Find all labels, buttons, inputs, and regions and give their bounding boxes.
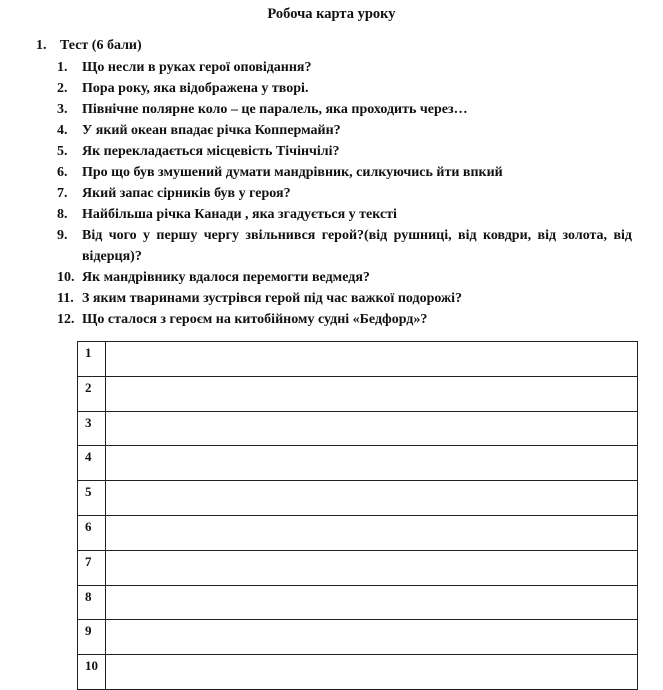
page-title: Робоча карта уроку — [267, 6, 396, 22]
question-text: Північне полярне коло – це паралель, яка проходить через… — [82, 102, 468, 117]
question-item — [57, 99, 632, 120]
row-number: 7 — [78, 550, 106, 585]
table-row — [78, 550, 638, 585]
table-row — [78, 620, 638, 655]
answer-cell[interactable] — [106, 342, 638, 377]
row-number: 8 — [78, 585, 106, 620]
question-number: 8. — [57, 207, 68, 222]
answer-cell[interactable] — [106, 620, 638, 655]
question-item — [57, 204, 632, 225]
section-heading — [36, 36, 142, 56]
table-row — [78, 515, 638, 550]
table-row — [78, 655, 638, 690]
question-text: З яким тваринами зустрівся герой під час важкої подорожі? — [82, 291, 463, 306]
table-row — [78, 411, 638, 446]
question-text: Що сталося з героєм на китобійному судні «Бедфорд»? — [82, 312, 428, 327]
question-number: 3. — [57, 102, 68, 117]
answer-cell[interactable] — [106, 376, 638, 411]
question-item — [57, 120, 632, 141]
table-row — [78, 481, 638, 516]
question-number: 9. — [57, 228, 68, 243]
question-number: 10. — [57, 270, 75, 285]
question-text: Пора року, яка відображена у творі. — [82, 81, 309, 96]
question-item — [57, 141, 632, 162]
question-number: 6. — [57, 165, 68, 180]
answer-cell[interactable] — [106, 481, 638, 516]
answer-table — [77, 341, 638, 690]
row-number: 1 — [78, 342, 106, 377]
row-number: 5 — [78, 481, 106, 516]
question-item — [57, 288, 632, 309]
row-number: 4 — [78, 446, 106, 481]
question-text: Який запас сірників був у героя? — [82, 186, 291, 201]
section-title: Тест (6 бали) — [60, 38, 142, 53]
answer-cell[interactable] — [106, 550, 638, 585]
table-row — [78, 446, 638, 481]
question-item — [57, 183, 632, 204]
question-text: Як мандрівнику вдалося перемогти ведмедя? — [82, 270, 370, 285]
question-number: 2. — [57, 81, 68, 96]
section-number: 1. — [36, 38, 47, 53]
question-item — [57, 78, 632, 99]
answer-cell[interactable] — [106, 446, 638, 481]
question-text: Від чого у першу чергу звільнився герой?(від рушниці, від ковдри, від золота, від відерця)? — [82, 228, 632, 264]
table-row — [78, 585, 638, 620]
question-item — [57, 267, 632, 288]
question-text: Що несли в руках герої оповідання? — [82, 60, 312, 75]
question-text: У який океан впадає річка Коппермайн? — [82, 123, 341, 138]
question-number: 5. — [57, 144, 68, 159]
row-number: 9 — [78, 620, 106, 655]
question-item — [57, 57, 632, 78]
question-number: 4. — [57, 123, 68, 138]
answer-cell[interactable] — [106, 655, 638, 690]
answer-cell[interactable] — [106, 515, 638, 550]
question-text: Як перекладається місцевість Тічінчілі? — [82, 144, 340, 159]
question-text: Про що був змушений думати мандрівник, силкуючись йти впкий — [82, 165, 503, 180]
question-item — [57, 225, 632, 267]
row-number: 6 — [78, 515, 106, 550]
table-row — [78, 342, 638, 377]
question-number: 11. — [57, 291, 74, 306]
question-text: Найбільша річка Канади , яка згадується у тексті — [82, 207, 397, 222]
question-item — [57, 162, 632, 183]
answer-cell[interactable] — [106, 411, 638, 446]
question-number: 12. — [57, 312, 75, 327]
row-number: 3 — [78, 411, 106, 446]
table-row — [78, 376, 638, 411]
row-number: 10 — [78, 655, 106, 690]
question-item — [57, 309, 632, 330]
question-number: 7. — [57, 186, 68, 201]
row-number: 2 — [78, 376, 106, 411]
answer-cell[interactable] — [106, 585, 638, 620]
question-number: 1. — [57, 60, 68, 75]
question-list — [57, 57, 632, 330]
